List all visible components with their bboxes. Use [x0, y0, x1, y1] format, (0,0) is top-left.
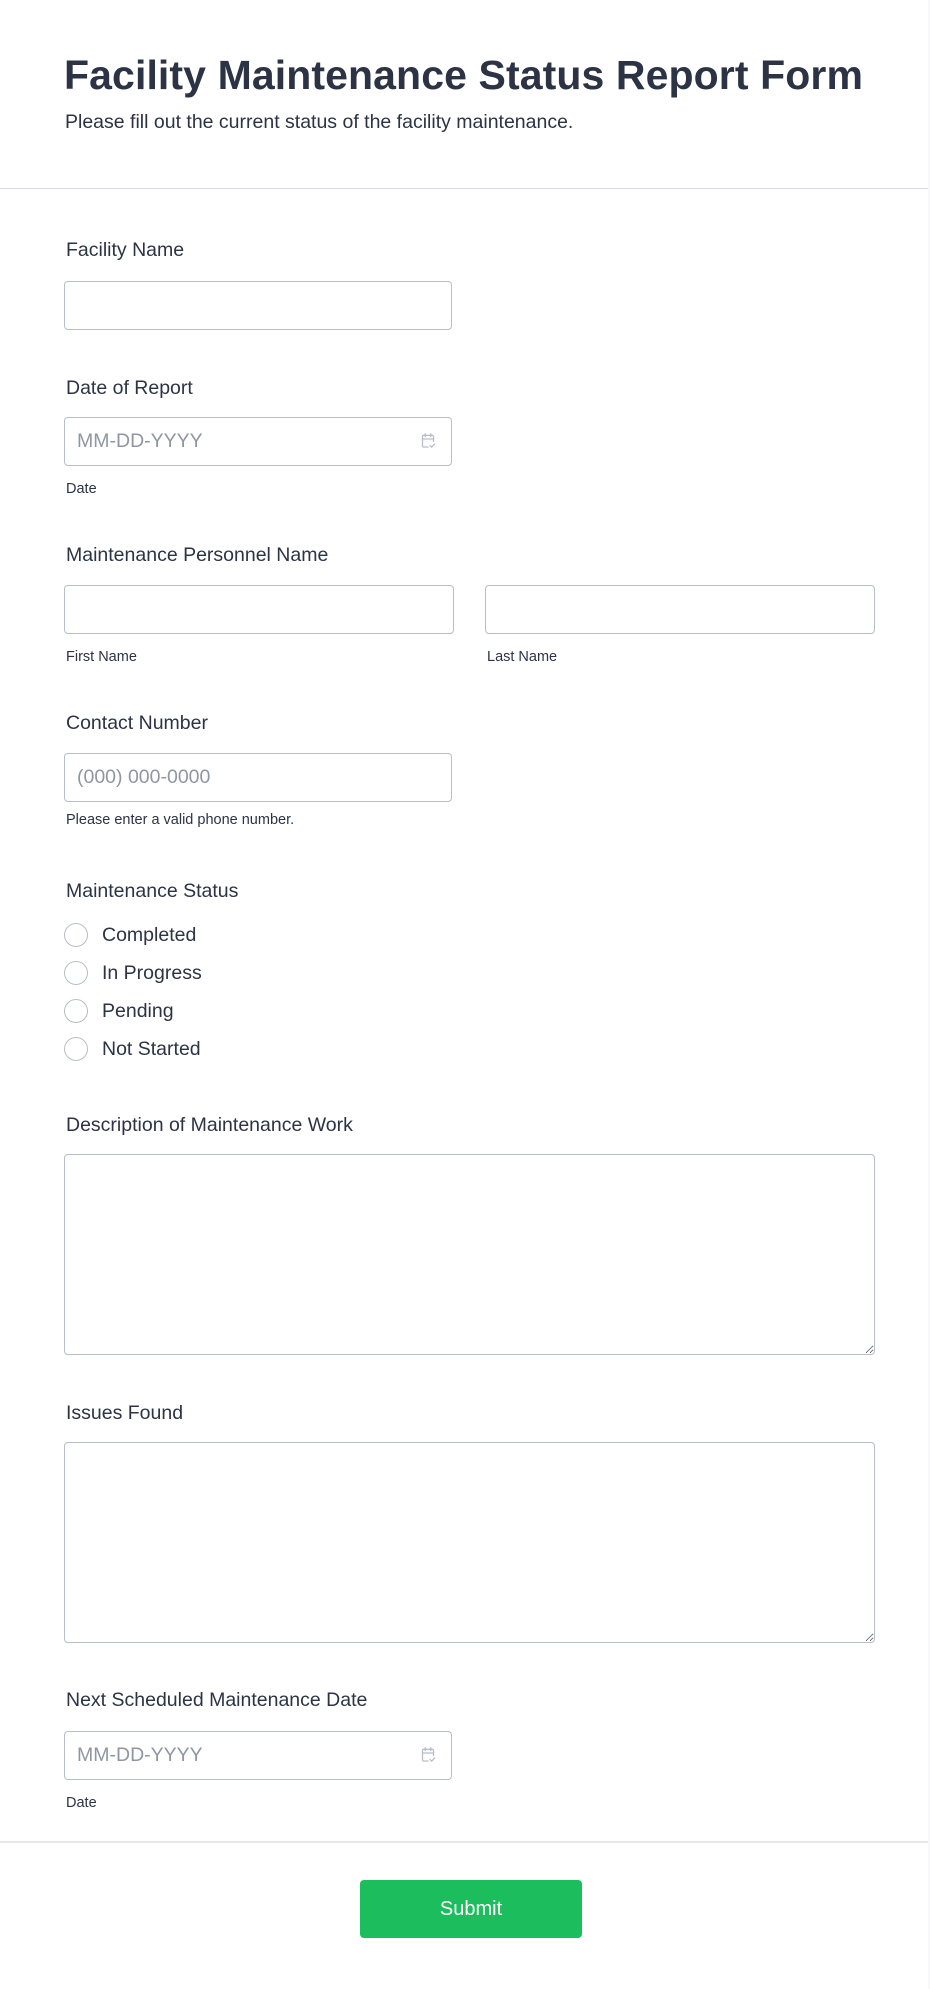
radio-label: Completed — [102, 924, 197, 946]
radio-circle[interactable] — [64, 1037, 88, 1061]
radio-label: In Progress — [102, 962, 202, 984]
radio-option-in-progress[interactable] — [64, 960, 202, 986]
description-label: Description of Maintenance Work — [66, 1114, 353, 1136]
radio-label: Pending — [102, 1000, 174, 1022]
next-date-sublabel: Date — [66, 1795, 97, 1811]
submit-button[interactable]: Submit — [360, 1880, 582, 1938]
last-name-input[interactable] — [485, 585, 875, 634]
next-date-input[interactable] — [64, 1731, 452, 1780]
calendar-icon[interactable] — [420, 1746, 438, 1764]
radio-circle[interactable] — [64, 923, 88, 947]
date-of-report-input[interactable] — [64, 417, 452, 466]
contact-number-label: Contact Number — [66, 712, 208, 734]
first-name-sublabel: First Name — [66, 649, 137, 665]
personnel-name-label: Maintenance Personnel Name — [66, 544, 329, 566]
next-date-label: Next Scheduled Maintenance Date — [66, 1689, 368, 1711]
date-of-report-label: Date of Report — [66, 377, 193, 399]
issues-found-textarea[interactable] — [64, 1442, 875, 1643]
facility-name-input[interactable] — [64, 281, 452, 330]
form-title: Facility Maintenance Status Report Form — [64, 52, 863, 98]
radio-option-not-started[interactable] — [64, 1036, 201, 1062]
facility-name-label: Facility Name — [66, 239, 185, 261]
radio-circle[interactable] — [64, 961, 88, 985]
header-divider — [0, 188, 928, 189]
radio-option-pending[interactable] — [64, 998, 174, 1024]
contact-number-helper: Please enter a valid phone number. — [66, 812, 295, 828]
calendar-icon[interactable] — [420, 432, 438, 450]
radio-option-completed[interactable] — [64, 922, 196, 948]
date-of-report-sublabel: Date — [66, 481, 97, 497]
description-textarea[interactable] — [64, 1154, 875, 1355]
last-name-sublabel: Last Name — [487, 649, 558, 665]
maintenance-status-label: Maintenance Status — [66, 880, 239, 902]
first-name-input[interactable] — [64, 585, 454, 634]
footer-divider — [0, 1841, 928, 1843]
contact-number-input[interactable] — [64, 753, 452, 802]
radio-circle[interactable] — [64, 999, 88, 1023]
form-subtitle: Please fill out the current status of the facility maintenance. — [65, 111, 574, 133]
issues-found-label: Issues Found — [66, 1402, 184, 1424]
radio-label: Not Started — [102, 1038, 201, 1060]
